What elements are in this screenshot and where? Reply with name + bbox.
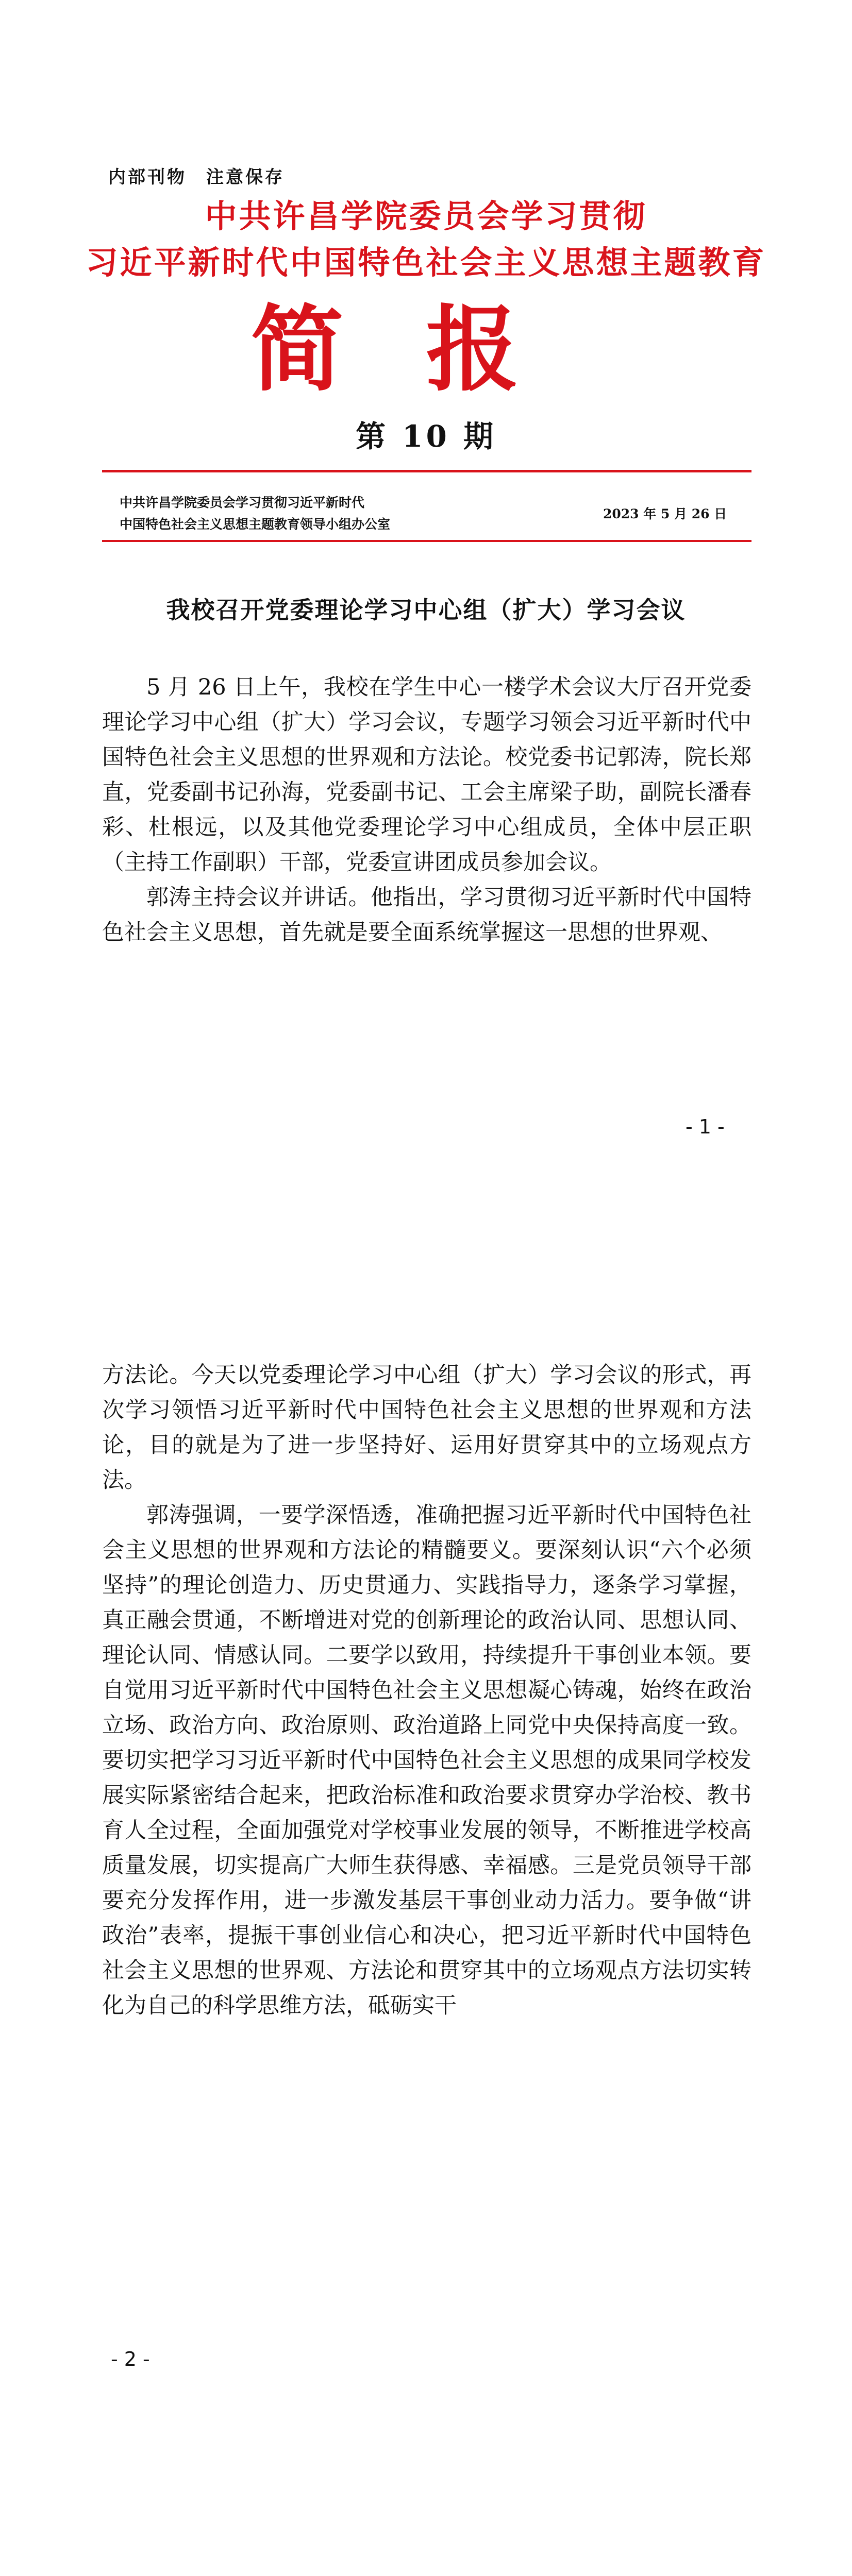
page-number-2: - 2 - [111,2348,150,2370]
header-org-line2: 中国特色社会主义思想主题教育领导小组办公室 [120,517,391,532]
header-date: 2023 年 5 月 26 日 [603,506,727,521]
header-title-line2: 习近平新时代中国特色社会主义思想主题教育 [86,244,766,281]
page-number-1: - 1 - [686,1115,725,1138]
header-org-line1: 中共许昌学院委员会学习贯彻习近平新时代 [120,495,365,510]
page2-body [102,1358,751,2023]
article-title: 我校召开党委理论学习中心组（扩大）学习会议 [166,596,686,624]
header-org-block [120,492,390,535]
header-red-rule-bottom [102,540,751,542]
masthead-title: 简报 [250,296,602,404]
issue-number: 第 10 期 [355,419,497,454]
paragraph: 5 月 26 日上午，我校在学生中心一楼学术会议大厅召开党委理论学习中心组（扩大）学习会议，专题学习领会习近平新时代中国特色社会主义思想的世界观和方法论。校党委书记郭涛，院长郑直，党委副书记孙海，党委副书记、工会主席梁子助，副院长潘春彩、杜根远，以及其他党委理论学习中心组成员，全体中层正职（主持工作副职）干部，党委宣讲团成员参加会议。 [102,674,751,875]
paragraph: 郭涛主持会议并讲话。他指出，学习贯彻习近平新时代中国特色社会主义思想，首先就是要全面系统掌握这一思想的世界观、 [102,885,751,945]
header-red-rule [102,470,751,472]
paragraph: 郭涛强调，一要学深悟透，准确把握习近平新时代中国特色社会主义思想的世界观和方法论的精髓要义。要深刻认识“六个必须坚持”的理论创造力、历史贯通力、实践指导力，逐条学习掌握，真正融会贯通，不断增进对党的创新理论的政治认同、思想认同、理论认同、情感认同。二要学以致用，持续提升干事创业本领。要自觉用习近平新时代中国特色社会主义思想凝心铸魂，始终在政治立场、政治方向、政治原则、政治道路上同党中央保持高度一致。要切实把学习习近平新时代中国特色社会主义思想的成果同学校发展实际紧密结合起来，把政治标准和政治要求贯穿办学治校、教书育人全过程，全面加强党对学校事业发展的领导，不断推进学校高质量发展，切实提高广大师生获得感、幸福感。三是党员领导干部要充分发挥作用，进一步激发基层干事创业动力活力。要争做“讲政治”表率，提振干事创业信心和决心，把习近平新时代中国特色社会主义思想的世界观、方法论和贯穿其中的立场观点方法切实转化为自己的科学思维方法，砥砺实干 [102,1502,751,2019]
page1-body [102,670,751,950]
confidential-mark: 内部刊物 注意保存 [108,167,285,188]
paragraph: 方法论。今天以党委理论学习中心组（扩大）学习会议的形式，再次学习领悟习近平新时代中国特色社会主义思想的世界观和方法论，目的就是为了进一步坚持好、运用好贯穿其中的立场观点方法。 [102,1362,751,1493]
header-title-line1: 中共许昌学院委员会学习贯彻 [205,197,647,235]
